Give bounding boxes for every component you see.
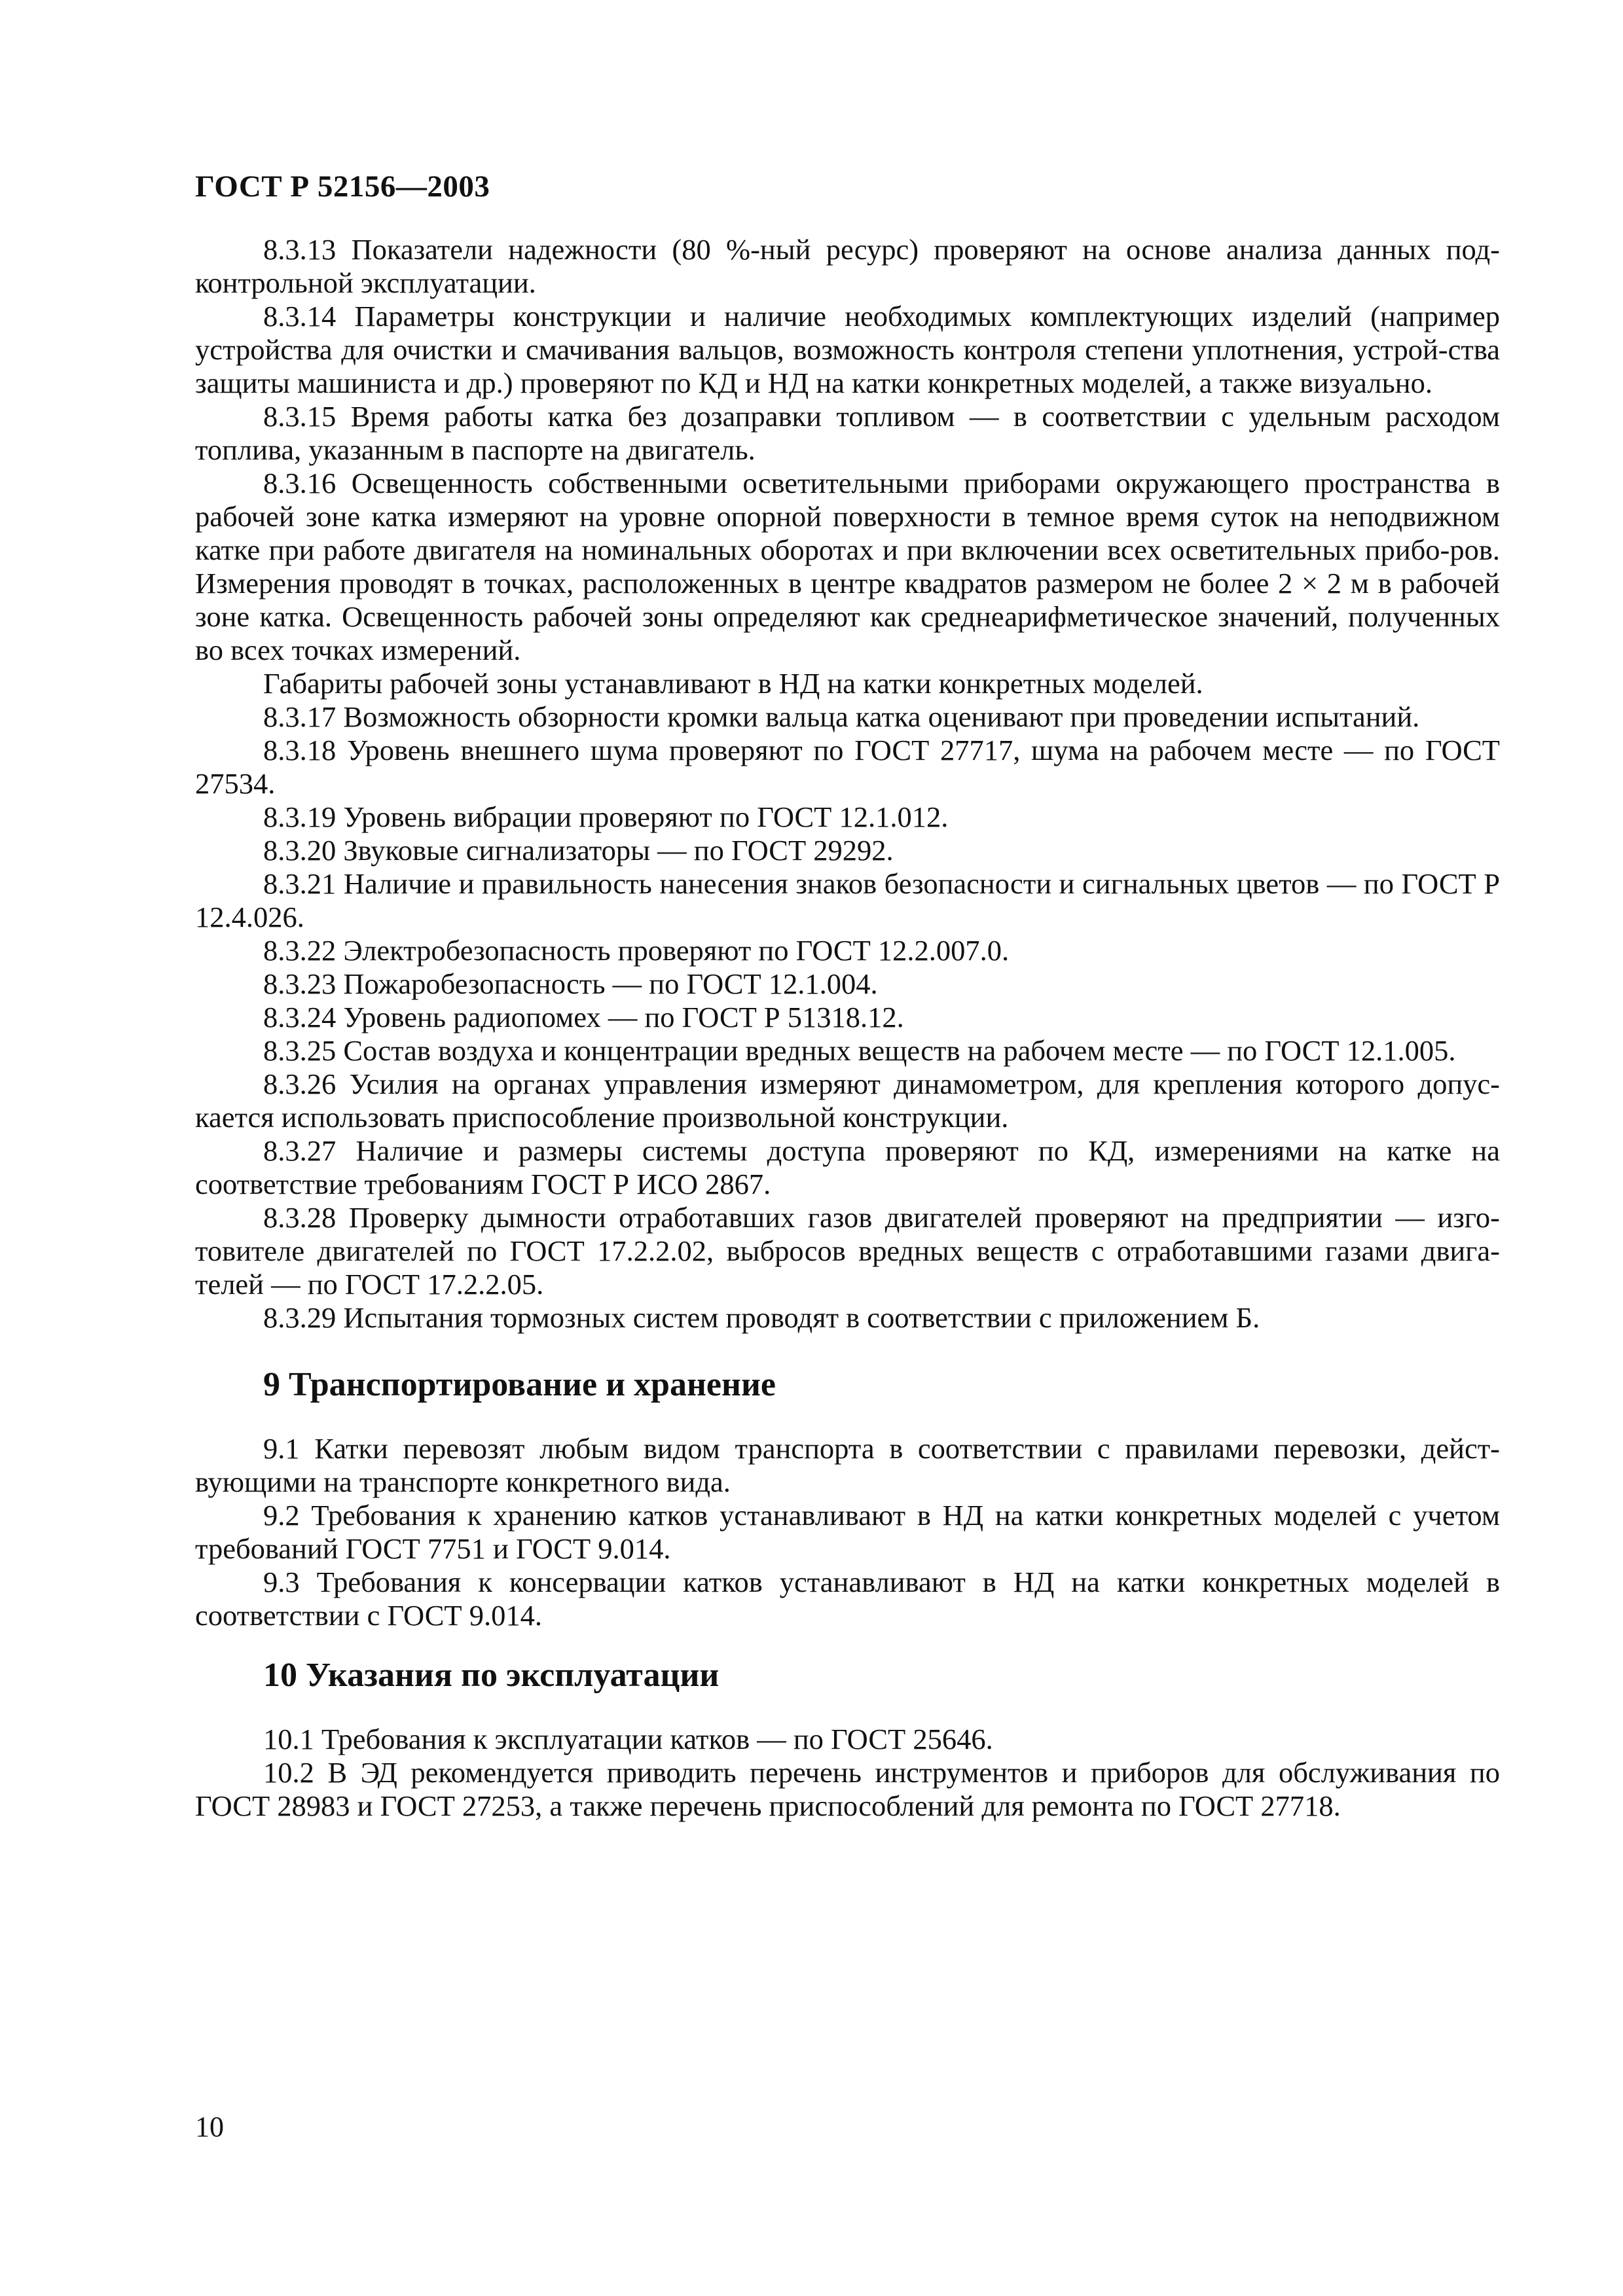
paragraph-8-3-22: 8.3.22 Электробезопасность проверяют по ГОСТ 12.2.007.0.: [263, 934, 1010, 967]
paragraph-8-3-29: 8.3.29 Испытания тормозных систем проводят в соответствии с приложением Б.: [263, 1301, 1260, 1334]
paragraph-8-3-14: 8.3.14 Параметры конструкции и наличие необходимых комплектующих изделий (например устройства для очистки и смачивания вальцов, возможность контроля степени уплотнения, устрой-ства защиты машиниста и др.) проверяют по КД и НД на катки конкретных моделей, а также визуально.: [195, 300, 1500, 399]
paragraph-8-3-26: 8.3.26 Усилия на органах управления измеряют динамометром, для крепления которого допус-кается использовать приспособление произвольной конструкции.: [195, 1067, 1500, 1134]
page-number: 10: [195, 2111, 224, 2143]
paragraph-8-3-27: 8.3.27 Наличие и размеры системы доступа проверяют по КД, измерениями на катке на соответствие требованиям ГОСТ Р ИСО 2867.: [195, 1134, 1500, 1200]
section-10-heading: 10 Указания по эксплуатации: [263, 1657, 720, 1694]
paragraph-9-1: 9.1 Катки перевозят любым видом транспорта в соответствии с правилами перевозки, дейст-вующими на транспорте конкретного вида.: [195, 1432, 1500, 1498]
paragraph-8-3-20: 8.3.20 Звуковые сигнализаторы — по ГОСТ 29292.: [263, 834, 894, 867]
section-9-heading: 9 Транспортирование и хранение: [263, 1366, 776, 1403]
paragraph-8-3-23: 8.3.23 Пожаробезопасность — по ГОСТ 12.1.004.: [263, 967, 878, 1000]
paragraph-10-2: 10.2 В ЭД рекомендуется приводить перечень инструментов и приборов для обслуживания по ГОСТ 28983 и ГОСТ 27253, а также перечень приспособлений для ремонта по ГОСТ 27718.: [195, 1756, 1500, 1822]
document-header: ГОСТ Р 52156—2003: [195, 170, 490, 204]
paragraph-8-3-21: 8.3.21 Наличие и правильность нанесения знаков безопасности и сигнальных цветов — по ГОСТ Р 12.4.026.: [195, 867, 1500, 933]
paragraph-8-3-18: 8.3.18 Уровень внешнего шума проверяют по ГОСТ 27717, шума на рабочем месте — по ГОСТ 27534.: [195, 734, 1500, 800]
paragraph-9-3: 9.3 Требования к консервации катков устанавливают в НД на катки конкретных моделей в соответствии с ГОСТ 9.014.: [195, 1566, 1500, 1632]
paragraph-8-3-19: 8.3.19 Уровень вибрации проверяют по ГОСТ 12.1.012.: [263, 800, 949, 833]
paragraph-work-zone-dimensions: Габариты рабочей зоны устанавливают в НД на катки конкретных моделей.: [263, 667, 1203, 700]
section-10-body: [195, 1723, 1500, 1823]
paragraph-8-3-24: 8.3.24 Уровень радиопомех — по ГОСТ Р 51318.12.: [263, 1001, 904, 1033]
section-8-body: [195, 233, 1500, 1335]
paragraph-8-3-13: 8.3.13 Показатели надежности (80 %-ный ресурс) проверяют на основе анализа данных под-контрольной эксплуатации.: [195, 233, 1500, 299]
section-9-body: [195, 1432, 1500, 1632]
paragraph-8-3-17: 8.3.17 Возможность обзорности кромки вальца катка оценивают при проведении испытаний.: [263, 700, 1420, 733]
paragraph-9-2: 9.2 Требования к хранению катков устанавливают в НД на катки конкретных моделей с учетом требований ГОСТ 7751 и ГОСТ 9.014.: [195, 1499, 1500, 1565]
paragraph-8-3-15: 8.3.15 Время работы катка без дозаправки топливом — в соответствии с удельным расходом топлива, указанным в паспорте на двигатель.: [195, 400, 1500, 466]
paragraph-8-3-25: 8.3.25 Состав воздуха и концентрации вредных веществ на рабочем месте — по ГОСТ 12.1.005.: [263, 1034, 1456, 1067]
paragraph-8-3-16: 8.3.16 Освещенность собственными осветительными приборами окружающего пространства в рабочей зоне катка измеряют на уровне опорной поверхности в темное время суток на неподвижном катке при работе двигателя на номинальных оборотах и при включении всех осветительных прибо-ров. Измерения проводят в точках, расположенных в центре квадратов размером не более 2 × 2 м в рабочей зоне катка. Освещенность рабочей зоны определяют как среднеарифметическое значений, полученных во всех точках измерений.: [195, 467, 1500, 666]
paragraph-10-1: 10.1 Требования к эксплуатации катков — по ГОСТ 25646.: [263, 1723, 993, 1755]
paragraph-8-3-28: 8.3.28 Проверку дымности отработавших газов двигателей проверяют на предприятии — изго-товителе двигателей по ГОСТ 17.2.2.02, выбросов вредных веществ с отработавшими газами двига-телей — по ГОСТ 17.2.2.05.: [195, 1201, 1500, 1300]
